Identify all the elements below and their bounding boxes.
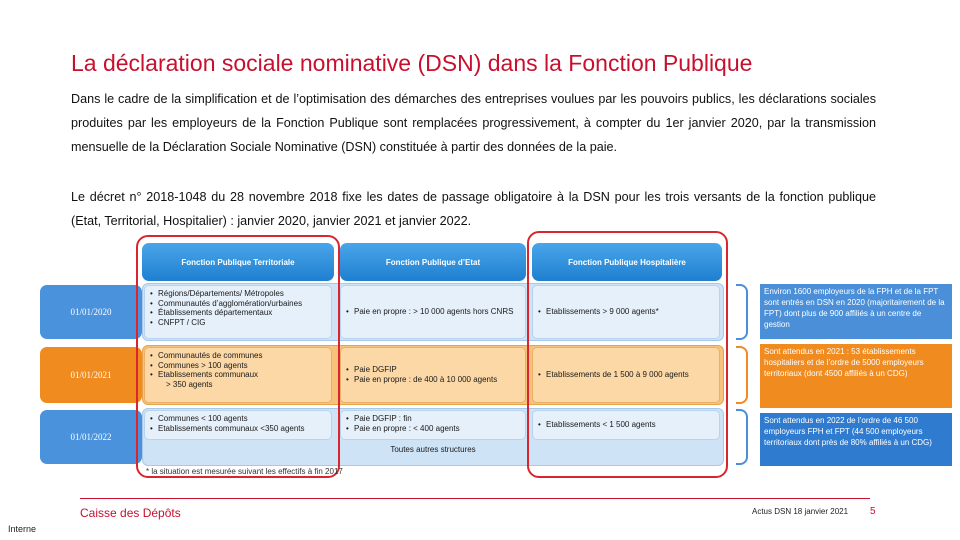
- decree-paragraph: Le décret n° 2018-1048 du 28 novembre 2018 fixe les dates de passage obligatoire à la DSN pour les trois versants de la fonction publique (Etat, Territorial, Hospitalier) : janvier 2020, janvier 2021 et janvier 2022.: [71, 190, 876, 228]
- list-item: > 350 agents: [166, 379, 213, 389]
- callout-2021: Sont attendus en 2021 : 53 établissements hospitaliers et de l’ordre de 5000 employeurs territoriaux (dont 4500 affiliés à un CDG): [760, 344, 952, 408]
- list-item: • Communes > 100 agents: [149, 361, 327, 371]
- list-item: • Etablissements communaux: [149, 370, 327, 380]
- column-header-etat: Fonction Publique d’Etat: [340, 243, 526, 281]
- slide-title: La déclaration sociale nominative (DSN) dans la Fonction Publique: [71, 50, 753, 76]
- column-header-hospitaliere: Fonction Publique Hospitalière: [532, 243, 722, 281]
- list-item: • Paie DGFIP: [345, 365, 497, 375]
- column-header-territoriale: Fonction Publique Territoriale: [142, 243, 334, 281]
- cell-2020-etat: [340, 285, 526, 339]
- intro-paragraph: Dans le cadre de la simplification et de l’optimisation des démarches des entreprises voulues par les pouvoirs publics, les déclarations sociales produites par les employeurs de la Fonction Publique sont remplacées progressivement, à compter du 1er janvier 2020, par la transmission mensuelle de la Déclaration Sociale Nominative (DSN) constituée à partir des données de la paie.: [71, 92, 876, 154]
- footer-brand-logo: Caisse des Dépôts: [80, 506, 181, 520]
- brace-2021: [736, 346, 748, 404]
- list-item: • Paie en propre : > 10 000 agents hors CNRS: [345, 307, 513, 317]
- list-item: • Etablissements < 1 500 agents: [537, 420, 656, 430]
- list-item: • Communautés d’agglomération/urbaines: [149, 299, 327, 309]
- page-number: 5: [870, 506, 876, 517]
- cell-2021-etat: [340, 347, 526, 403]
- list-item: • Etablissements de 1 500 à 9 000 agents: [537, 370, 689, 380]
- footnote: * la situation est mesurée suivant les effectifs à fin 2017: [146, 467, 343, 476]
- list-item: • Etablissements communaux <350 agents: [149, 424, 327, 434]
- all-other-structures-label: Toutes autres structures: [390, 445, 476, 454]
- list-item: • Paie DGFIP : fin: [345, 414, 521, 424]
- list-item: • Établissements départementaux: [149, 308, 327, 318]
- callout-2020: Environ 1600 employeurs de la FPH et de la FPT sont entrés en DSN en 2020 (majoritairement de la FPT) dont plus de 900 affiliés à un centre de gestion: [760, 284, 952, 339]
- list-item: • Communes < 100 agents: [149, 414, 327, 424]
- footer-event: Actus DSN 18 janvier 2021: [752, 507, 849, 516]
- list-item: • CNFPT / CIG: [149, 318, 327, 328]
- footer-divider: [80, 498, 870, 499]
- list-item: • Régions/Départements/ Métropoles: [149, 289, 327, 299]
- callout-2022: Sont attendus en 2022 de l’ordre de 46 500 employeurs FPH et FPT (44 500 employeurs territoriaux dont près de 80% affiliés à un CDG): [760, 413, 952, 466]
- classification-label: Interne: [8, 524, 37, 534]
- list-item: • Communautés de communes: [149, 351, 327, 361]
- cell-2022-etat: [340, 410, 526, 440]
- row-date-2020: 01/01/2020: [40, 285, 142, 339]
- brace-2020: [736, 284, 748, 340]
- brace-2022: [736, 409, 748, 465]
- highlight-hospitaliere-outline: [527, 231, 728, 478]
- row-date-2022: 01/01/2022: [40, 410, 142, 464]
- list-item: • Paie en propre : < 400 agents: [345, 424, 521, 434]
- list-item: • Etablissements > 9 000 agents*: [537, 307, 659, 317]
- row-date-2021: 01/01/2021: [40, 347, 142, 403]
- highlight-territoriale-outline: [136, 235, 340, 478]
- list-item: • Paie en propre : de 400 à 10 000 agents: [345, 375, 497, 385]
